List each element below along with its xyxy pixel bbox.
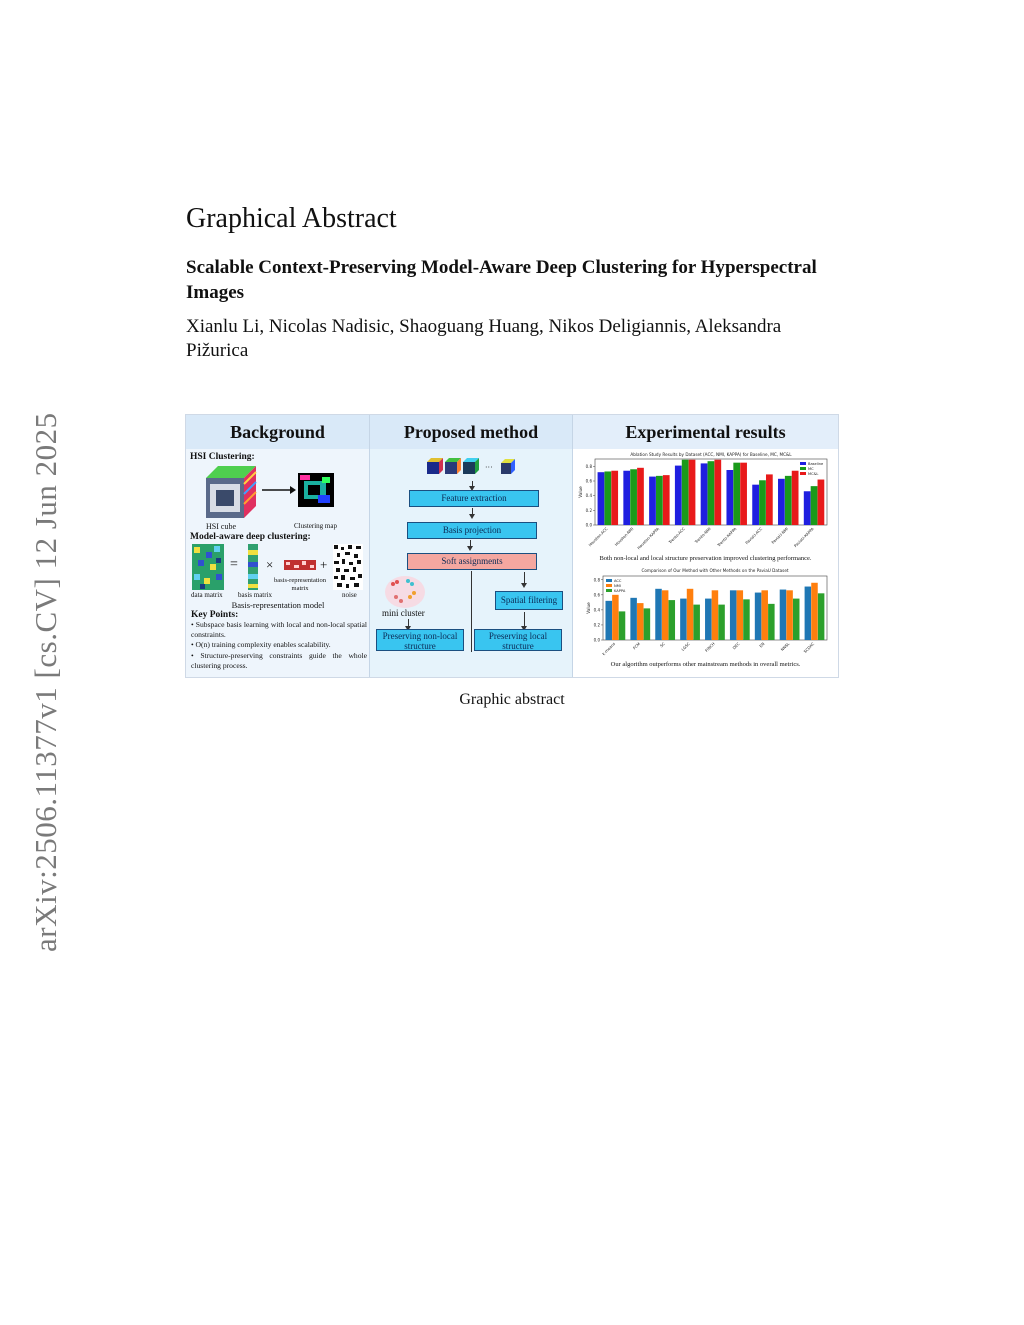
hsi-patches-icon	[425, 457, 521, 479]
x-tick-label: EN	[758, 641, 766, 649]
flow-arrow	[408, 619, 409, 627]
data-matrix-label: data matrix	[191, 591, 223, 599]
x-tick-label: k-means	[601, 641, 617, 657]
x-tick-label: FINCH	[703, 641, 716, 653]
y-tick-label: 0.0	[585, 522, 592, 528]
section-title: Graphical Abstract	[186, 203, 397, 234]
legend-label: KAPPA	[614, 589, 626, 593]
bar	[755, 593, 762, 640]
paper-title: Scalable Context-Preserving Model-Aware Deep Clustering for Hyperspectral Images	[186, 257, 817, 303]
basis-representation-image	[284, 560, 316, 570]
y-tick-label: 0.2	[585, 507, 592, 513]
times-sign-icon: ×	[266, 557, 274, 572]
bar	[630, 598, 637, 640]
legend-label: MC	[808, 467, 814, 471]
legend-swatch	[800, 472, 806, 475]
bar	[768, 604, 775, 640]
legend-label: MC&L	[808, 472, 819, 476]
graphical-abstract-figure	[185, 414, 839, 678]
bar	[655, 589, 662, 640]
y-tick-label: 0.4	[585, 493, 592, 499]
key-point: • O(n) training complexity enables scalability.	[191, 640, 331, 650]
bar	[785, 476, 792, 525]
key-point: • Structure-preserving constraints guide the whole clustering process.	[191, 650, 367, 670]
soft-assignments-box: Soft assignments	[407, 553, 537, 570]
results-panel	[573, 415, 838, 677]
bar	[740, 463, 747, 525]
bar	[662, 590, 669, 640]
flow-line	[471, 571, 472, 597]
legend-label: Baseline	[808, 462, 824, 466]
legend-swatch	[800, 467, 806, 470]
hsi-cube-label: HSI cube	[206, 522, 236, 531]
bar	[805, 587, 812, 640]
y-axis-label: Value	[586, 602, 591, 614]
bar	[649, 477, 656, 525]
bar	[656, 476, 663, 525]
x-tick-label: Houston-KAPPA	[636, 526, 661, 551]
comparison-chart	[573, 565, 838, 661]
x-tick-label: LGSC	[680, 641, 691, 652]
noise-image	[333, 544, 363, 590]
background-panel	[186, 415, 370, 677]
bar	[701, 463, 708, 525]
basis-rep-matrix-label: basis-representation matrix	[274, 577, 326, 592]
x-tick-label: SCDAC	[802, 641, 816, 654]
plus-sign-icon: +	[320, 557, 328, 572]
legend-swatch	[606, 579, 612, 582]
basis-matrix-image	[248, 544, 258, 590]
bar	[786, 590, 793, 640]
bar	[761, 590, 768, 640]
local-structure-box: Preserving local structure	[474, 629, 562, 651]
y-tick-label: 0.4	[593, 607, 600, 613]
flow-arrow	[524, 572, 525, 584]
bar	[712, 590, 719, 640]
x-tick-label: Trento-NMI	[693, 526, 712, 545]
arxiv-stamp: arXiv:2506.11377v1 [cs.CV] 12 Jun 2025	[28, 412, 63, 952]
bar	[619, 611, 626, 640]
feature-extraction-box: Feature extraction	[409, 490, 539, 507]
bar	[811, 486, 818, 525]
basis-projection-box: Basis projection	[407, 522, 537, 539]
key-point: • Subspace basis learning with local and non-local spatial constraints.	[191, 620, 367, 640]
bar	[623, 471, 630, 525]
bar	[718, 605, 725, 640]
bar	[726, 470, 733, 525]
bar	[630, 469, 637, 525]
bar	[598, 472, 605, 525]
spatial-filtering-box: Spatial filtering	[495, 591, 563, 610]
background-heading: Background	[186, 415, 369, 449]
ablation-chart	[573, 451, 838, 555]
svg-text:···: ···	[485, 463, 493, 472]
x-tick-label: Houston-NMI	[613, 526, 635, 547]
x-tick-label: FCM	[631, 641, 642, 651]
y-axis-label: Value	[578, 486, 583, 498]
bar	[675, 466, 682, 525]
ablation-caption: Both non-local and local structure preservation improved clustering performance.	[599, 555, 812, 562]
bar	[714, 460, 721, 525]
bar	[792, 471, 799, 525]
x-tick-label: PaviaU-ACC	[744, 526, 764, 546]
bar	[752, 485, 759, 525]
bar	[689, 460, 696, 525]
bar	[811, 583, 818, 640]
bar	[693, 605, 700, 640]
data-matrix-image	[192, 544, 224, 590]
bar	[663, 475, 670, 525]
model-caption: Basis-representation model	[231, 600, 325, 610]
y-tick-label: 0.8	[593, 577, 600, 583]
legend-swatch	[606, 584, 612, 587]
bar	[611, 471, 618, 525]
bar	[605, 601, 612, 640]
bar	[733, 463, 740, 525]
flow-arrow	[524, 612, 525, 627]
bar	[818, 480, 825, 525]
flow-arrow	[472, 481, 473, 487]
x-tick-label: PaviaU-KAPPA	[792, 526, 815, 549]
bar	[778, 479, 785, 525]
bar	[637, 468, 644, 525]
mini-cluster-image	[384, 575, 426, 609]
chart-title: Ablation Study Results by Dataset (ACC, NMI, KAPPA) for Baseline, MC, MC&L	[630, 452, 792, 457]
x-tick-label: SC	[658, 641, 666, 649]
non-local-structure-box: Preserving non-local structure	[376, 629, 464, 651]
bar	[682, 460, 689, 525]
bar	[612, 595, 619, 640]
hsi-clustering-label: HSI Clustering:	[190, 452, 255, 462]
bar	[604, 471, 611, 525]
method-panel	[370, 415, 573, 677]
bar	[780, 590, 787, 640]
basis-matrix-label: basis matrix	[238, 591, 273, 599]
equals-sign-icon: =	[230, 557, 238, 572]
bar	[708, 461, 715, 525]
clustering-map-image	[298, 473, 334, 507]
clustering-map-label: Clustering map	[294, 522, 337, 530]
method-heading: Proposed method	[370, 415, 572, 449]
flow-arrow	[472, 508, 473, 515]
x-tick-label: DEC	[731, 641, 741, 651]
author-list: Xianlu Li, Nicolas Nadisic, Shaoguang Huang, Nikos Deligiannis, Aleksandra Pižurica	[186, 316, 782, 361]
x-tick-label: NNSL	[779, 641, 791, 652]
noise-label: noise	[342, 591, 357, 599]
x-tick-label: Houston-ACC	[587, 526, 609, 548]
results-heading: Experimental results	[573, 415, 838, 449]
key-points-title: Key Points:	[191, 610, 239, 620]
y-tick-label: 0.6	[593, 592, 600, 598]
bar	[680, 599, 687, 640]
y-tick-label: 0.0	[593, 637, 600, 643]
bar	[793, 599, 800, 640]
bar	[644, 608, 651, 640]
x-tick-label: PaviaU-NMI	[770, 526, 790, 545]
bar	[687, 589, 694, 640]
arrow-right-icon	[262, 485, 296, 495]
bar	[759, 480, 766, 525]
bar	[743, 599, 750, 640]
legend-label: ACC	[614, 579, 622, 583]
bar	[669, 600, 676, 640]
x-tick-label: Trento-ACC	[667, 526, 686, 545]
bar	[730, 590, 737, 640]
mini-cluster-label: mini cluster	[382, 608, 425, 618]
mdc-label: Model-aware deep clustering:	[190, 532, 311, 542]
y-tick-label: 0.6	[585, 478, 592, 484]
bar	[737, 590, 744, 640]
comparison-caption: Our algorithm outperforms other mainstream methods in overall metrics.	[610, 661, 801, 668]
y-tick-label: 0.8	[585, 463, 592, 469]
legend-swatch	[606, 589, 612, 592]
legend-label: NMI	[614, 584, 621, 588]
bar	[766, 474, 773, 525]
flow-arrow	[470, 540, 471, 547]
bar	[804, 491, 811, 525]
key-points-list	[191, 620, 367, 671]
flow-line	[471, 597, 472, 652]
x-tick-label: Trento-KAPPA	[716, 526, 738, 548]
bar	[637, 603, 644, 640]
figure-caption: Graphic abstract	[459, 691, 565, 708]
y-tick-label: 0.2	[593, 622, 600, 628]
bar	[818, 593, 825, 640]
legend-swatch	[800, 462, 806, 465]
hsi-cube-image	[200, 464, 260, 520]
chart-title: Comparison of Our Method with Other Methods on the PaviaU Dataset	[641, 568, 789, 573]
bar	[705, 599, 712, 640]
